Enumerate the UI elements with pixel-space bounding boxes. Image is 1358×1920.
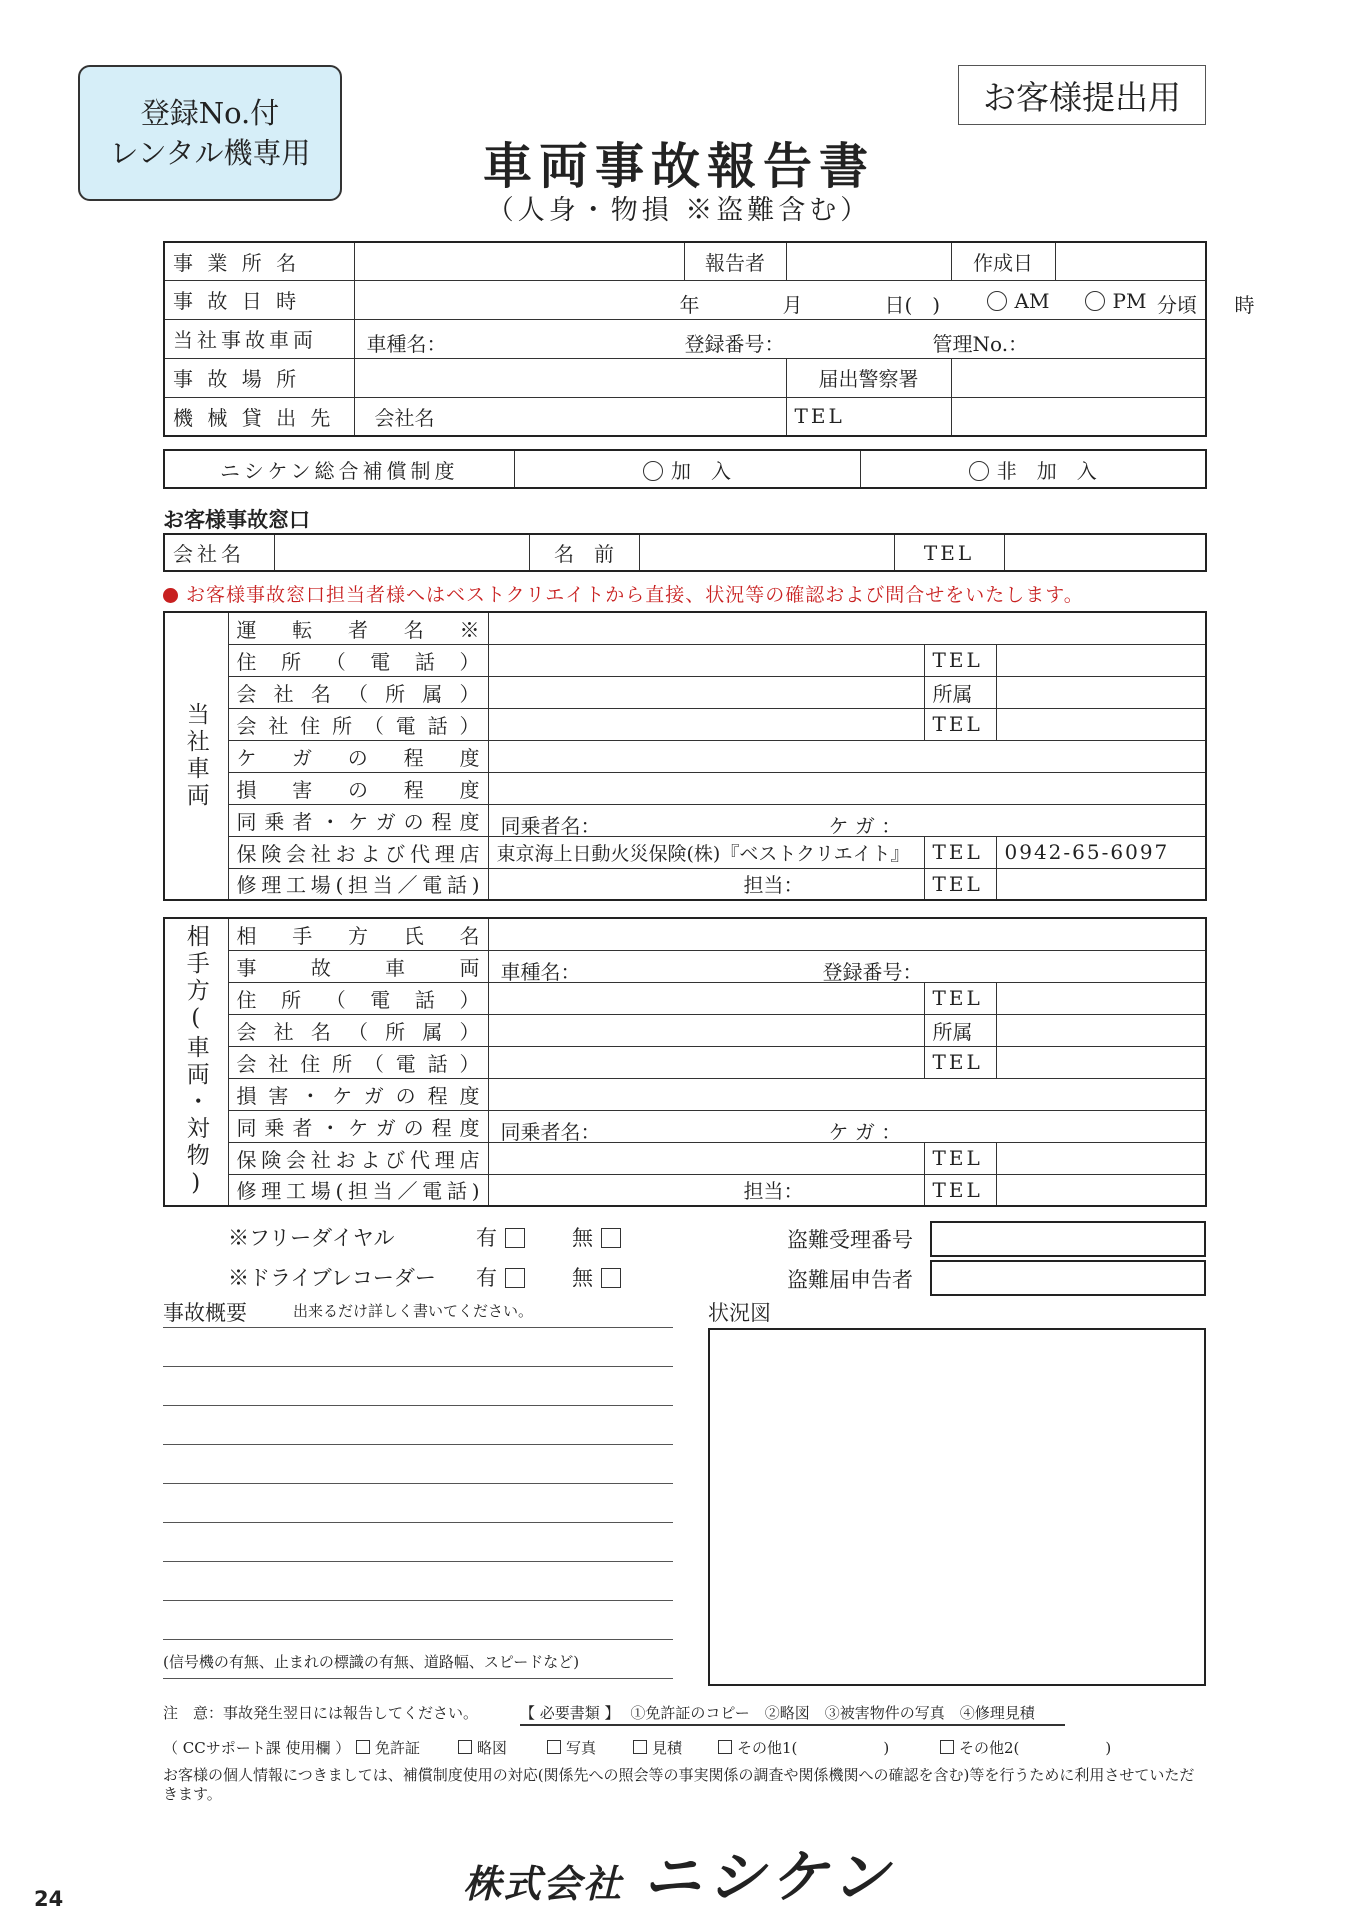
own-passenger-injury-label: ケ ガ ：	[828, 813, 902, 838]
lender-tel-label: TEL	[786, 397, 951, 436]
month-label: 月	[782, 292, 803, 317]
own-insurance-tel-label: TEL	[924, 836, 996, 868]
own-company-addr-label: 会社住所（電話）	[228, 708, 488, 740]
join-option[interactable]: 加 入	[514, 450, 860, 488]
own-passenger-field[interactable]	[488, 804, 1206, 836]
other-car-type-label: 車種名：	[500, 959, 581, 984]
other-repair-field[interactable]	[488, 1174, 924, 1206]
nojoin-radio-icon	[969, 461, 989, 481]
other-address-tel-field[interactable]	[996, 982, 1206, 1014]
office-field[interactable]	[354, 242, 684, 280]
nojoin-option[interactable]: 非 加 入	[860, 450, 1206, 488]
customer-tel-field[interactable]	[1004, 534, 1206, 571]
own-section-label: 当社車両	[164, 612, 228, 900]
notice-bullet-icon	[163, 588, 178, 603]
own-insurance-tel-value: 0942-65-6097	[996, 836, 1206, 868]
logo-company-name: ニシケン	[643, 1843, 895, 1911]
reg-no-label: 登録番号：	[684, 331, 785, 356]
other-company-tel-field[interactable]	[996, 1046, 1206, 1078]
theft-no-label: 盗難受理番号	[787, 1228, 913, 1252]
free-dial-no-checkbox-icon	[601, 1228, 621, 1248]
cc-item-other1[interactable]: その他1( )	[718, 1737, 889, 1758]
office-label: 事 業 所 名	[164, 242, 354, 280]
other-passenger-name-label: 同乗者名：	[500, 1119, 601, 1144]
other-vehicle-field[interactable]	[488, 950, 1206, 982]
customer-company-label: 会社名	[164, 534, 274, 571]
own-insurance-value: 東京海上日動火災保険(株)『ベストクリエイト』	[488, 836, 924, 868]
privacy-note: お客様の個人情報につきましては、補償制度使用の対応(関係先への照会等の事実関係の調査や関係機関への確認を含む)等を行うために利用させていただきます。	[163, 1766, 1195, 1803]
other-insurance-field[interactable]	[488, 1142, 924, 1174]
recorder-yes-checkbox-icon	[505, 1268, 525, 1288]
other-repair-tel-label: TEL	[924, 1174, 996, 1206]
day-label: 日( )	[884, 292, 941, 317]
hour-label: 時	[1234, 292, 1255, 317]
own-repair-tel-field[interactable]	[996, 868, 1206, 900]
year-label: 年	[679, 292, 700, 317]
required-docs-items: ①免許証のコピー ②略図 ③被害物件の写真 ④修理見積	[630, 1704, 1035, 1722]
own-vehicle-table	[163, 611, 1207, 901]
other-reg-no-label: 登録番号：	[822, 959, 923, 984]
required-docs	[520, 1702, 1035, 1723]
own-damage-label: 損害の程度	[228, 772, 488, 804]
free-dial-label: ※フリーダイヤル	[228, 1226, 395, 1250]
own-driver-label: 運転者名※	[228, 612, 488, 644]
own-injury-field[interactable]	[488, 740, 1206, 772]
cc-item-other2[interactable]: その他2( )	[940, 1737, 1111, 1758]
own-company-tel-field[interactable]	[996, 708, 1206, 740]
other-address-tel-label: TEL	[924, 982, 996, 1014]
police-label: 届出警察署	[786, 358, 951, 397]
basic-info-table	[163, 241, 1255, 437]
diagram-area[interactable]	[708, 1328, 1206, 1686]
customer-company-field[interactable]	[274, 534, 529, 571]
summary-hint: 出来るだけ詳しく書いてください。	[293, 1302, 534, 1320]
recorder-no-checkbox-icon	[601, 1268, 621, 1288]
logo-company-type: 株式会社	[463, 1862, 624, 1906]
customer-name-field[interactable]	[639, 534, 894, 571]
badge-line2: レンタル機専用	[109, 136, 311, 170]
own-repair-label: 修理工場(担当／電話)	[228, 868, 488, 900]
pm-radio-icon	[1085, 291, 1105, 311]
other-repair-person-label: 担当：	[743, 1179, 804, 1204]
mgmt-no-label: 管理No.：	[932, 331, 1029, 356]
minute-label: 分頃	[1157, 292, 1197, 317]
other-name-label: 相手方氏名	[228, 918, 488, 950]
other-repair-tel-field[interactable]	[996, 1174, 1206, 1206]
other-insurance-tel-label: TEL	[924, 1142, 996, 1174]
caution-note: 注 意：事故発生翌日には報告してください。	[163, 1704, 479, 1722]
customer-table	[163, 533, 1207, 572]
notice: お客様事故窓口担当者様へはベストクリエイトから直接、状況等の確認および問合せをいたします。	[163, 580, 1084, 607]
cc-photo-checkbox-icon	[547, 1740, 561, 1754]
other-damage-injury-label: 損害・ケガの程度	[228, 1078, 488, 1110]
police-field[interactable]	[951, 358, 1206, 397]
cc-label: （ CCサポート課 使用欄 ）	[163, 1739, 351, 1757]
cc-other1-checkbox-icon	[718, 1740, 732, 1754]
place-field[interactable]	[354, 358, 786, 397]
other-company-field[interactable]	[488, 1014, 924, 1046]
cc-item-license[interactable]: 免許証	[356, 1737, 420, 1758]
own-passenger-label: 同乗者・ケガの程度	[228, 804, 488, 836]
other-belong-field[interactable]	[996, 1014, 1206, 1046]
other-vehicle-label: 事故車両	[228, 950, 488, 982]
theft-no-field[interactable]	[930, 1221, 1206, 1257]
am-radio-icon	[987, 291, 1007, 311]
reporter-field[interactable]	[786, 242, 951, 280]
own-injury-label: ケガの程度	[228, 740, 488, 772]
am-option[interactable]: AM	[987, 289, 1050, 313]
created-label: 作成日	[951, 242, 1055, 280]
own-company-addr-field[interactable]	[488, 708, 924, 740]
own-insurance-label: 保険会社および代理店	[228, 836, 488, 868]
customer-heading: お客様事故窓口	[163, 507, 310, 532]
own-company-label: 会社名（所属）	[228, 676, 488, 708]
own-belong-label: 所属	[924, 676, 996, 708]
recorder-yes[interactable]: 有	[476, 1262, 525, 1292]
recorder-no[interactable]: 無	[572, 1262, 621, 1292]
vehicle-field[interactable]	[354, 319, 1206, 358]
created-field[interactable]	[1055, 242, 1206, 280]
cc-other2-checkbox-icon	[940, 1740, 954, 1754]
lender-tel-field[interactable]	[951, 397, 1206, 436]
other-company-label: 会社名（所属）	[228, 1014, 488, 1046]
compensation-label: ニシケン総合補償制度	[164, 450, 514, 488]
other-insurance-label: 保険会社および代理店	[228, 1142, 488, 1174]
badge-line1: 登録No.付	[140, 96, 280, 130]
own-repair-tel-label: TEL	[924, 868, 996, 900]
car-type-label: 車種名：	[366, 331, 447, 356]
own-company-tel-label: TEL	[924, 708, 996, 740]
other-passenger-injury-label: ケ ガ ：	[828, 1119, 902, 1144]
free-dial-no[interactable]: 無	[572, 1222, 621, 1252]
own-address-tel-label: TEL	[924, 644, 996, 676]
own-belong-field[interactable]	[996, 676, 1206, 708]
submit-label: お客様提出用	[958, 65, 1206, 125]
other-address-label: 住所（電話）	[228, 982, 488, 1014]
other-passenger-label: 同乗者・ケガの程度	[228, 1110, 488, 1142]
datetime-label: 事 故 日 時	[164, 280, 354, 319]
cc-map-checkbox-icon	[458, 1740, 472, 1754]
other-company-addr-label: 会社住所（電話）	[228, 1046, 488, 1078]
compensation-table	[163, 449, 1207, 489]
recorder-label: ※ドライブレコーダー	[228, 1266, 436, 1290]
datetime-field[interactable]	[354, 280, 1255, 319]
own-address-field[interactable]	[488, 644, 924, 676]
free-dial-yes[interactable]: 有	[476, 1222, 525, 1252]
customer-name-label: 名 前	[529, 534, 639, 571]
own-damage-field[interactable]	[488, 772, 1206, 804]
required-docs-label: 【 必要書類 】	[520, 1704, 620, 1722]
own-repair-field[interactable]	[488, 868, 924, 900]
free-dial-yes-checkbox-icon	[505, 1228, 525, 1248]
cc-item-photo[interactable]: 写真	[547, 1737, 596, 1758]
other-name-field[interactable]	[488, 918, 1206, 950]
other-insurance-tel-field[interactable]	[996, 1142, 1206, 1174]
reporter-label: 報告者	[684, 242, 786, 280]
lender-label: 機 械 貸 出 先	[164, 397, 354, 436]
vehicle-label: 当社事故車両	[164, 319, 354, 358]
own-passenger-name-label: 同乗者名：	[500, 813, 601, 838]
cc-item-map[interactable]: 略図	[458, 1737, 507, 1758]
other-address-field[interactable]	[488, 982, 924, 1014]
other-section-label: 相手方(車両・対物)	[164, 918, 228, 1206]
own-repair-person-label: 担当：	[743, 873, 804, 898]
required-docs-underline	[520, 1724, 1065, 1726]
cc-estimate-checkbox-icon	[633, 1740, 647, 1754]
page-subtitle: （人身・物損 ※盗難含む）	[486, 195, 872, 226]
cc-item-estimate[interactable]: 見積	[633, 1737, 682, 1758]
theft-reporter-label: 盗難届申告者	[787, 1268, 913, 1292]
company-logo	[0, 1830, 1358, 1914]
own-address-label: 住所（電話）	[228, 644, 488, 676]
summary-heading: 事故概要	[163, 1301, 247, 1325]
lender-field[interactable]	[354, 397, 786, 436]
place-label: 事 故 場 所	[164, 358, 354, 397]
summary-field[interactable]	[163, 1327, 673, 1682]
other-belong-label: 所属	[924, 1014, 996, 1046]
own-address-tel-field[interactable]	[996, 644, 1206, 676]
other-repair-label: 修理工場(担当／電話)	[228, 1174, 488, 1206]
cc-license-checkbox-icon	[356, 1740, 370, 1754]
other-company-tel-label: TEL	[924, 1046, 996, 1078]
own-driver-field[interactable]	[488, 612, 1206, 644]
theft-reporter-field[interactable]	[930, 1260, 1206, 1296]
other-company-addr-field[interactable]	[488, 1046, 924, 1078]
own-company-field[interactable]	[488, 676, 924, 708]
lender-company-label: 会社名	[374, 405, 435, 430]
other-damage-injury-field[interactable]	[488, 1078, 1206, 1110]
other-party-table	[163, 917, 1207, 1207]
pm-option[interactable]: PM	[1085, 289, 1147, 313]
join-radio-icon	[643, 461, 663, 481]
diagram-heading: 状況図	[708, 1301, 771, 1325]
summary-footnote: (信号機の有無、止まれの標識の有無、道路幅、スピードなど)	[163, 1653, 580, 1671]
page-title: 車両事故報告書	[482, 137, 875, 195]
other-passenger-field[interactable]	[488, 1110, 1206, 1142]
customer-tel-label: TEL	[894, 534, 1004, 571]
page-number: 24	[34, 1887, 64, 1911]
